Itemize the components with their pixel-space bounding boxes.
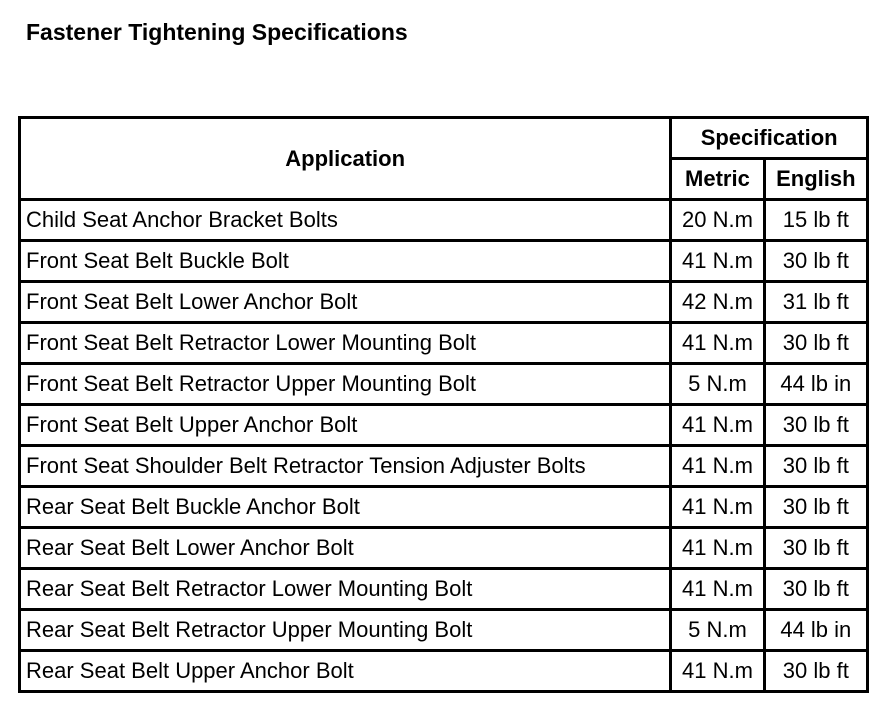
- cell-english: 30 lb ft: [766, 570, 866, 608]
- cell-application: Front Seat Belt Upper Anchor Bolt: [21, 406, 669, 444]
- table-row: [21, 611, 866, 649]
- table-row: [21, 652, 866, 690]
- table-row: [21, 201, 866, 239]
- cell-application: Front Seat Belt Buckle Bolt: [21, 242, 669, 280]
- column-header-english: English: [766, 160, 866, 198]
- cell-english: 30 lb ft: [766, 447, 866, 485]
- column-header-specification: Specification: [672, 119, 866, 157]
- table-body: [21, 201, 866, 690]
- cell-metric: 41 N.m: [672, 447, 762, 485]
- cell-application: Rear Seat Belt Retractor Lower Mounting Bolt: [21, 570, 669, 608]
- cell-english: 15 lb ft: [766, 201, 866, 239]
- cell-english: 30 lb ft: [766, 242, 866, 280]
- cell-application: Front Seat Shoulder Belt Retractor Tension Adjuster Bolts: [21, 447, 669, 485]
- cell-metric: 41 N.m: [672, 652, 762, 690]
- table-row: [21, 406, 866, 444]
- table-row: [21, 570, 866, 608]
- cell-english: 44 lb in: [766, 611, 866, 649]
- cell-metric: 5 N.m: [672, 611, 762, 649]
- column-header-metric: Metric: [672, 160, 762, 198]
- cell-application: Front Seat Belt Retractor Lower Mounting Bolt: [21, 324, 669, 362]
- cell-english: 30 lb ft: [766, 488, 866, 526]
- cell-english: 30 lb ft: [766, 652, 866, 690]
- table-row: [21, 283, 866, 321]
- cell-metric: 20 N.m: [672, 201, 762, 239]
- cell-english: 30 lb ft: [766, 406, 866, 444]
- cell-metric: 41 N.m: [672, 242, 762, 280]
- cell-metric: 42 N.m: [672, 283, 762, 321]
- cell-metric: 41 N.m: [672, 406, 762, 444]
- cell-application: Rear Seat Belt Upper Anchor Bolt: [21, 652, 669, 690]
- cell-application: Rear Seat Belt Lower Anchor Bolt: [21, 529, 669, 567]
- fastener-spec-table: [18, 116, 869, 693]
- table-row: [21, 447, 866, 485]
- table-row: [21, 324, 866, 362]
- table-row: [21, 488, 866, 526]
- header-row-top: [21, 119, 866, 157]
- table-row: [21, 242, 866, 280]
- table-header: [21, 119, 866, 198]
- cell-metric: 41 N.m: [672, 570, 762, 608]
- cell-metric: 41 N.m: [672, 324, 762, 362]
- cell-application: Rear Seat Belt Buckle Anchor Bolt: [21, 488, 669, 526]
- cell-english: 44 lb in: [766, 365, 866, 403]
- cell-metric: 41 N.m: [672, 529, 762, 567]
- cell-english: 30 lb ft: [766, 324, 866, 362]
- cell-metric: 41 N.m: [672, 488, 762, 526]
- cell-english: 30 lb ft: [766, 529, 866, 567]
- cell-application: Child Seat Anchor Bracket Bolts: [21, 201, 669, 239]
- table-row: [21, 529, 866, 567]
- cell-application: Rear Seat Belt Retractor Upper Mounting Bolt: [21, 611, 669, 649]
- page-title: Fastener Tightening Specifications: [26, 19, 408, 45]
- cell-application: Front Seat Belt Lower Anchor Bolt: [21, 283, 669, 321]
- cell-application: Front Seat Belt Retractor Upper Mounting Bolt: [21, 365, 669, 403]
- column-header-application: Application: [21, 119, 669, 198]
- cell-metric: 5 N.m: [672, 365, 762, 403]
- cell-english: 31 lb ft: [766, 283, 866, 321]
- table-row: [21, 365, 866, 403]
